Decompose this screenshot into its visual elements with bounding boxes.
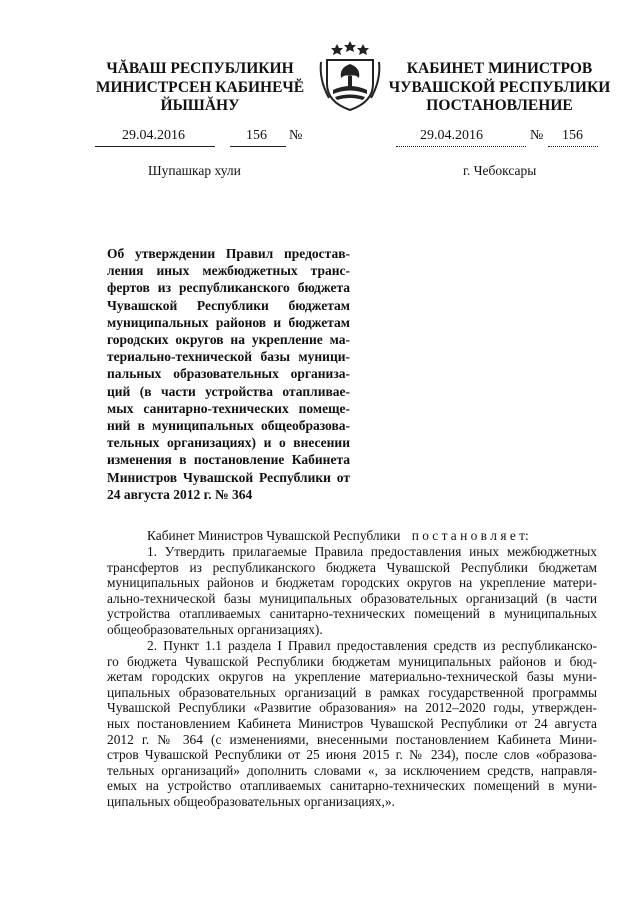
paragraph-2-line: 2012 г. № 364 (с изменениями, внесенными постановлением Кабинета Мини- [107, 731, 597, 747]
paragraph-2-line: стров Чувашской Республики от 25 июня 2015 г. № 234), после слов «образова- [107, 747, 597, 763]
title-line: териально-технической базы муници- [107, 349, 350, 365]
paragraph-2-line: жетам городских округов на укрепление материально-технической базы муни- [107, 669, 597, 685]
title-line: изменения в постановление Кабинета [107, 452, 350, 468]
intro-spaced: п о с т а н о в л я е т: [411, 528, 529, 543]
paragraph-2-line: емых на устройство отапливаемых санитарно-технических помещений в муни- [107, 778, 597, 794]
title-line: ления иных межбюджетных транс- [107, 263, 350, 279]
right-number-sign: № [530, 128, 544, 143]
title-line: Об утверждении Правил предостав- [107, 246, 350, 261]
header-right-line2: ЧУВАШСКОЙ РЕСПУБЛИКИ [388, 79, 611, 96]
title-line: пальных образовательных организа- [107, 366, 350, 382]
left-number: 156 [246, 128, 267, 143]
right-place: г. Чебоксары [463, 163, 537, 178]
left-place: Шупашкар хули [148, 163, 241, 178]
paragraph-2-line: ципальных общеобразовательных организациях,». [107, 793, 395, 809]
title-line: мых санитарно-технических помеще- [107, 400, 350, 416]
intro-line [107, 528, 597, 544]
paragraph-2-line: го бюджета Чувашской Республики бюджетам муниципальных районов и бюд- [107, 653, 597, 669]
header-right-line1: КАБИНЕТ МИНИСТРОВ [406, 60, 593, 77]
title-line: муниципальных районов и бюджетам [107, 314, 350, 330]
header-left [95, 59, 305, 97]
paragraph-1-line: трансфертов из республиканского бюджета Чувашской Республики бюджетам [107, 559, 597, 575]
header-left-doc-type: ЙЫШĂНУ [160, 97, 240, 114]
paragraph-2-line: Чувашской Республики «Развитие образования» на 2012–2020 годы, утвержден- [107, 700, 597, 716]
intro-text: Кабинет Министров Чувашской Республики [147, 528, 401, 543]
title-line: Чувашской Республики бюджетам [107, 297, 350, 313]
coat-of-arms-icon [317, 40, 383, 112]
paragraph-2 [107, 638, 597, 810]
paragraph-2-line: 2. Пункт 1.1 раздела I Правил предоставления средств из республиканско- [147, 638, 597, 653]
title-line: тельных организациях) и о внесении [107, 435, 350, 451]
title-line: ний в муниципальных общеобразова- [107, 418, 350, 434]
title-line: городских округов на укрепление ма- [107, 332, 350, 348]
header-right [382, 59, 617, 97]
paragraph-1 [107, 544, 597, 638]
header-right-doc-type: ПОСТАНОВЛЕНИЕ [426, 97, 573, 114]
right-date: 29.04.2016 [420, 128, 483, 143]
paragraph-1-line: общеобразовательных организациях). [107, 621, 323, 637]
paragraph-2-line: ных постановлением Кабинета Министров Чувашской Республики от 24 августа [107, 715, 597, 731]
paragraph-2-line: тельных организаций» дополнить словами «, за исключением средств, направля- [107, 762, 597, 778]
paragraph-2-line: ципальных образовательных организаций в рамках государственной программы [107, 684, 597, 700]
paragraph-1-line: 1. Утвердить прилагаемые Правила предоставления иных межбюджетных [147, 544, 597, 559]
header-left-line2: МИНИСТРСЕН КАБИНЕЧĔ [95, 79, 305, 96]
paragraph-1-line: ально-технической базы муниципальных образовательных организаций (в части [107, 590, 597, 606]
paragraph-1-line: муниципальных районов и бюджетам городских округов на укрепление матери- [107, 575, 597, 591]
title-line: фертов из республиканского бюджета [107, 280, 350, 296]
left-date: 29.04.2016 [122, 128, 185, 143]
left-number-sign: № [289, 128, 303, 143]
title-line: 24 августа 2012 г. № 364 [107, 486, 253, 502]
title-line: Министров Чувашской Республики от [107, 469, 350, 485]
header-left-line1: ЧĂВАШ РЕСПУБЛИКИН [106, 60, 294, 77]
right-number: 156 [562, 128, 583, 143]
paragraph-1-line: устройства отапливаемых санитарно-технических помещений в муниципальных [107, 606, 597, 622]
document-title [107, 245, 350, 503]
title-line: ций (в части устройства отапливае- [107, 383, 350, 399]
